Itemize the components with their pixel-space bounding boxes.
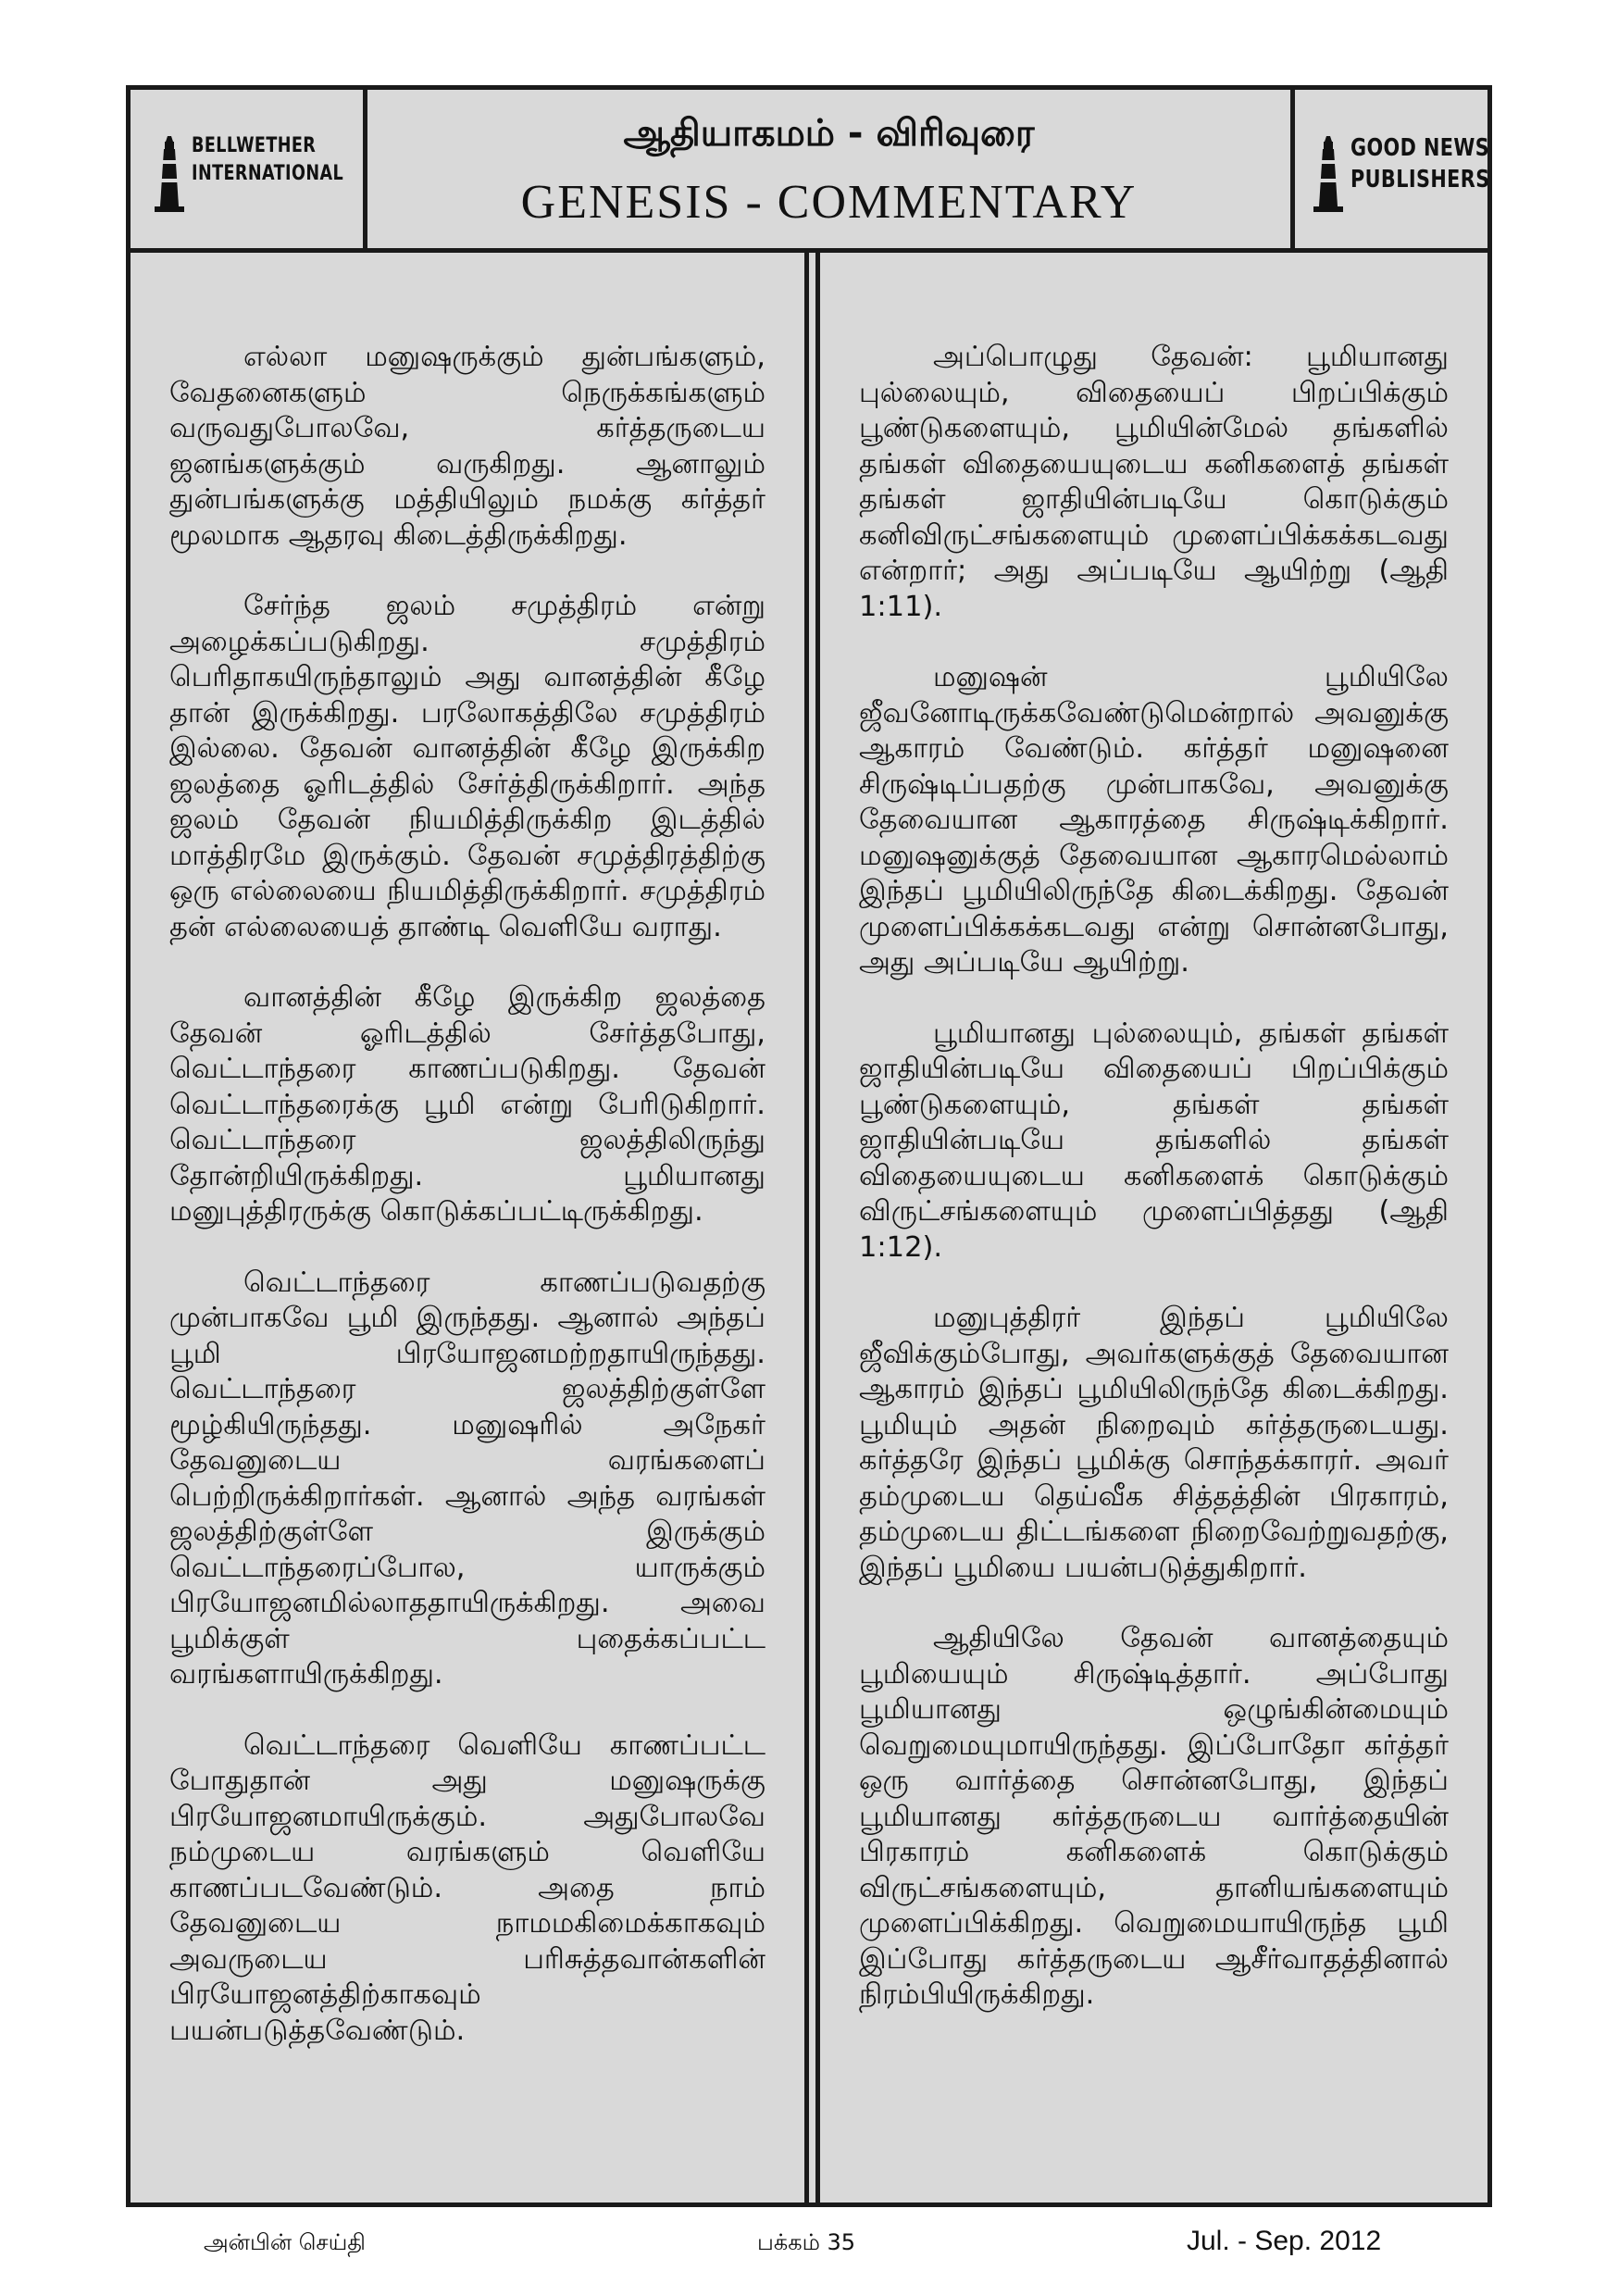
good-news-logo-line2: PUBLISHERS bbox=[1350, 166, 1490, 193]
commentary-page-frame bbox=[126, 85, 1492, 2207]
left-paragraph: வானத்தின் கீழே இருக்கிற ஜலத்தை தேவன் ஓரிடத்தில் சேர்த்தபோது, வெட்டாந்தரை காணப்படுகிறது. தேவன் வெட்டாந்தரைக்கு பூமி என்று பேரிடுகிறார். வெட்டாந்தரை ஜலத்திலிருந்து தோன்றியிருக்கிறது. பூமியானது மனுபுத்திரருக்கு கொடுக்கப்பட்டிருக்கிறது. bbox=[169, 981, 765, 1228]
good-news-logo-cell bbox=[1295, 90, 1490, 248]
lighthouse-icon bbox=[1310, 132, 1347, 214]
bellwether-logo-cell bbox=[131, 90, 367, 248]
right-column bbox=[815, 253, 1487, 2202]
bellwether-logo-line2: INTERNATIONAL bbox=[192, 162, 344, 185]
page-header bbox=[131, 90, 1490, 253]
footer-page-number: பக்கம் 35 bbox=[757, 2229, 856, 2255]
title-cell bbox=[367, 90, 1295, 248]
good-news-logo-line1: GOOD NEWS bbox=[1350, 134, 1490, 162]
right-paragraph: மனுஷன் பூமியிலே ஜீவனோடிருக்கவேண்டுமென்றால் அவனுக்கு ஆகாரம் வேண்டும். கர்த்தர் மனுஷனை சிருஷ்டிப்பதற்கு முன்பாகவே, அவனுக்கு தேவையான ஆகாரத்தை சிருஷ்டிக்கிறார். மனுஷனுக்குத் தேவையான ஆகாரமெல்லாம் இந்தப் பூமியிலிருந்தே கிடைக்கிறது. தேவன் முளைப்பிக்கக்கடவது என்று சொன்னபோது, அது அப்படியே ஆயிற்று. bbox=[859, 661, 1449, 979]
left-paragraph: வெட்டாந்தரை வெளியே காணப்பட்ட போதுதான் அது மனுஷருக்கு பிரயோஜனமாயிருக்கும். அதுபோலவே நம்முடைய வரங்களும் வெளியே காணப்படவேண்டும். அதை நாம் தேவனுடைய நாமமகிமைக்காகவும் அவருடைய பரிசுத்தவான்களின் பிரயோஜனத்திற்காகவும் பயன்படுத்தவேண்டும். bbox=[169, 1728, 765, 2047]
lighthouse-icon bbox=[151, 132, 188, 214]
footer-issue-date: Jul. - Sep. 2012 bbox=[1187, 2226, 1382, 2256]
left-paragraph: வெட்டாந்தரை காணப்படுவதற்கு முன்பாகவே பூமி இருந்தது. ஆனால் அந்தப் பூமி பிரயோஜனமற்றதாயிருந்தது. வெட்டாந்தரை ஜலத்திற்குள்ளே மூழ்கியிருந்தது. மனுஷரில் அநேகர் தேவனுடைய வரங்களைப் பெற்றிருக்கிறார்கள். ஆனால் அந்த வரங்கள் ஜலத்திற்குள்ளே இருக்கும் வெட்டாந்தரைப்போல, யாருக்கும் பிரயோஜனமில்லாததாயிருக்கிறது. அவை பூமிக்குள் புதைக்கப்பட்ட வரங்களாயிருக்கிறது. bbox=[169, 1266, 765, 1691]
right-paragraph: ஆதியிலே தேவன் வானத்தையும் பூமியையும் சிருஷ்டித்தார். அப்போது பூமியானது ஒழுங்கின்மையும் வெறுமையுமாயிருந்தது. இப்போதோ கர்த்தர் ஒரு வார்த்தை சொன்னபோது, இந்தப் பூமியானது கர்த்தருடைய வார்த்தையின் பிரகாரம் கனிகளைக் கொடுக்கும் விருட்சங்களையும், தானியங்களையும் முளைப்பிக்கிறது. வெறுமையாயிருந்த பூமி இப்போது கர்த்தருடைய ஆசீர்வாதத்தினால் நிரம்பியிருக்கிறது. bbox=[859, 1622, 1449, 2011]
bellwether-logo bbox=[151, 132, 381, 214]
right-paragraph: மனுபுத்திரர் இந்தப் பூமியிலே ஜீவிக்கும்போது, அவர்களுக்குத் தேவையான ஆகாரம் இந்தப் பூமியிலிருந்தே கிடைக்கிறது. பூமியும் அதன் நிறைவும் கர்த்தருடையது. கர்த்தரே இந்தப் பூமிக்கு சொந்தக்காரர். அவர் தம்முடைய தெய்வீக சித்தத்தின் பிரகாரம், தம்முடைய திட்டங்களை நிறைவேற்றுவதற்கு, இந்தப் பூமியை பயன்படுத்துகிறார். bbox=[859, 1302, 1449, 1584]
right-paragraph: பூமியானது புல்லையும், தங்கள் தங்கள் ஜாதியின்படியே விதையைப் பிறப்பிக்கும் பூண்டுகளையும், தங்கள் தங்கள் ஜாதியின்படியே தங்களில் தங்கள் விதையையுடைய கனிகளைக் கொடுக்கும் விருட்சங்களையும் முளைப்பித்தது (ஆதி 1:12). bbox=[859, 1017, 1449, 1264]
bellwether-logo-line1: BELLWETHER bbox=[192, 134, 317, 157]
left-paragraph: சேர்ந்த ஜலம் சமுத்திரம் என்று அழைக்கப்படுகிறது. சமுத்திரம் பெரிதாகயிருந்தாலும் அது வானத்தின் கீழே தான் இருக்கிறது. பரலோகத்திலே சமுத்திரம் இல்லை. தேவன் வானத்தின் கீழே இருக்கிற ஜலத்தை ஓரிடத்தில் சேர்த்திருக்கிறார். அந்த ஜலம் தேவன் நியமித்திருக்கிற இடத்தில் மாத்திரமே இருக்கும். தேவன் சமுத்திரத்திற்கு ஒரு எல்லையை நியமித்திருக்கிறார். சமுத்திரம் தன் எல்லையைத் தாண்டி வெளியே வராது. bbox=[169, 590, 765, 943]
page-title-english: GENESIS - COMMENTARY bbox=[520, 176, 1138, 229]
footer-magazine-name: அன்பின் செய்தி bbox=[204, 2229, 366, 2255]
right-paragraph: அப்பொழுது தேவன்: பூமியானது புல்லையும், விதையைப் பிறப்பிக்கும் பூண்டுகளையும், பூமியின்மேல் தங்களில் தங்கள் விதையையுடைய கனிகளைத் தங்கள் தங்கள் ஜாதியின்படியே கொடுக்கும் கனிவிருட்சங்களையும் முளைப்பிக்கக்கடவது என்றார்; அது அப்படியே ஆயிற்று (ஆதி 1:11). bbox=[859, 341, 1449, 623]
left-column bbox=[131, 253, 809, 2202]
left-paragraph: எல்லா மனுஷருக்கும் துன்பங்களும், வேதனைகளும் நெருக்கங்களும் வருவதுபோலவே, கர்த்தருடைய ஜனங்களுக்கும் வருகிறது. ஆனாலும் துன்பங்களுக்கு மத்தியிலும் நமக்கு கர்த்தர் மூலமாக ஆதரவு கிடைத்திருக்கிறது. bbox=[169, 341, 765, 552]
page-title-tamil: ஆதியாகமம் - விரிவுரை bbox=[623, 112, 1035, 155]
good-news-logo bbox=[1310, 132, 1525, 214]
